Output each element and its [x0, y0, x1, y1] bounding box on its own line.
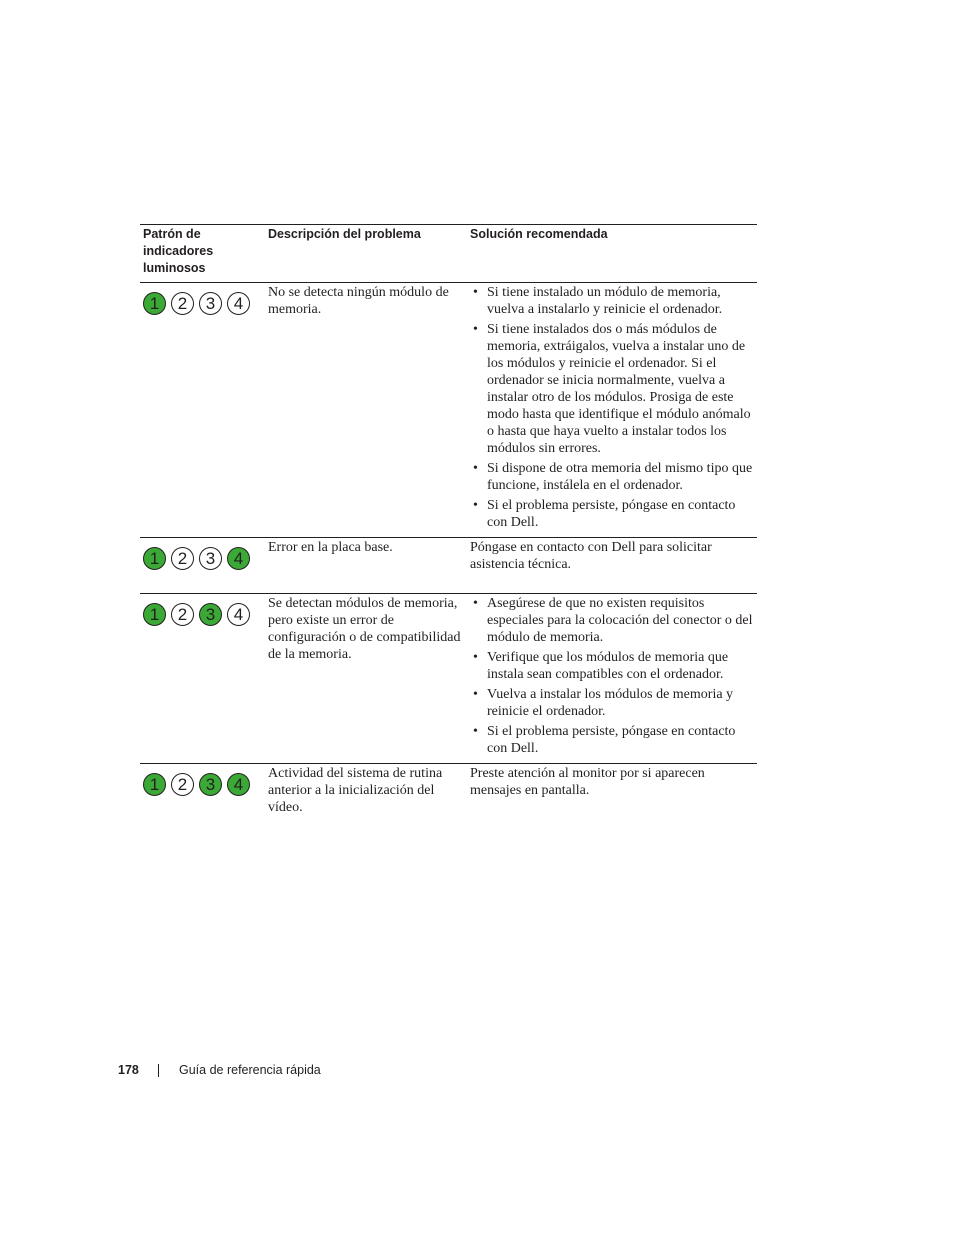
diagnostic-light-icon: 1	[143, 603, 166, 626]
footer-title: Guía de referencia rápida	[179, 1063, 321, 1077]
solution-item: • Si el problema persiste, póngase en contacto con Dell.	[470, 497, 757, 531]
diagnostic-light-icon: 4	[227, 603, 250, 626]
led-group	[143, 773, 268, 796]
header-solution: Solución recomendada	[470, 227, 608, 241]
table-row	[140, 594, 757, 764]
light-pattern	[140, 594, 268, 763]
solution-item: • Si dispone de otra memoria del mismo tipo que funcione, instálela en el ordenador.	[470, 460, 757, 494]
diagnostic-light-icon: 1	[143, 773, 166, 796]
light-pattern	[140, 538, 268, 593]
problem-description: Actividad del sistema de rutina anterior a la inicialización del vídeo.	[268, 766, 443, 815]
problem-description: Se detectan módulos de memoria, pero existe un error de configuración o de compatibilidad de la memoria.	[268, 596, 461, 662]
recommended-solution	[470, 283, 757, 537]
header-description: Descripción del problema	[268, 227, 421, 241]
diagnostic-light-icon: 2	[171, 547, 194, 570]
recommended-solution	[470, 594, 757, 763]
solution-list	[470, 284, 757, 531]
solution-item: • Verifique que los módulos de memoria que instala sean compatibles con el ordenador.	[470, 649, 757, 683]
page-number: 178	[118, 1063, 139, 1077]
solution-item: • Si tiene instalados dos o más módulos de memoria, extráigalos, vuelva a instalar uno de los módulos y reinicie el ordenador. Si el ordenador se inicia normalmente, vuelva a instalar otro de los módulos. Prosiga de este modo hasta que identifique el módulo anómalo o hasta que haya vuelto a instalar todos los módulos sin errores.	[470, 321, 757, 457]
led-group	[143, 292, 268, 315]
diagnostic-light-icon: 2	[171, 773, 194, 796]
solution-item: • Si tiene instalado un módulo de memoria, vuelva a instalarlo y reinicie el ordenador.	[470, 284, 757, 318]
recommended-solution: Preste atención al monitor por si aparecen mensajes en pantalla.	[470, 766, 705, 798]
diagnostic-light-icon: 3	[199, 292, 222, 315]
diagnostic-light-icon: 4	[227, 773, 250, 796]
diagnostic-light-icon: 1	[143, 292, 166, 315]
diagnostic-light-icon: 2	[171, 292, 194, 315]
led-group	[143, 603, 268, 626]
diagnostic-lights-table	[140, 224, 757, 822]
header-pattern: Patrón de indicadores luminosos	[143, 227, 214, 275]
footer-divider	[158, 1064, 159, 1077]
solution-item: • Si el problema persiste, póngase en contacto con Dell.	[470, 723, 757, 757]
recommended-solution: Póngase en contacto con Dell para solicitar asistencia técnica.	[470, 540, 712, 572]
diagnostic-light-icon: 4	[227, 547, 250, 570]
diagnostic-light-icon: 3	[199, 773, 222, 796]
table-row	[140, 283, 757, 538]
table-row	[140, 764, 757, 822]
solution-list	[470, 595, 757, 757]
solution-item: • Vuelva a instalar los módulos de memoria y reinicie el ordenador.	[470, 686, 757, 720]
diagnostic-light-icon: 3	[199, 603, 222, 626]
diagnostic-light-icon: 2	[171, 603, 194, 626]
problem-description: Error en la placa base.	[268, 540, 393, 555]
table-row	[140, 538, 757, 594]
diagnostic-light-icon: 4	[227, 292, 250, 315]
page-footer	[118, 1062, 321, 1079]
table-header	[140, 225, 757, 283]
light-pattern	[140, 283, 268, 537]
diagnostic-light-icon: 3	[199, 547, 222, 570]
problem-description: No se detecta ningún módulo de memoria.	[268, 285, 449, 317]
led-group	[143, 547, 268, 570]
solution-item: • Asegúrese de que no existen requisitos especiales para la colocación del conector o del módulo de memoria.	[470, 595, 757, 646]
diagnostic-light-icon: 1	[143, 547, 166, 570]
light-pattern	[140, 764, 268, 822]
